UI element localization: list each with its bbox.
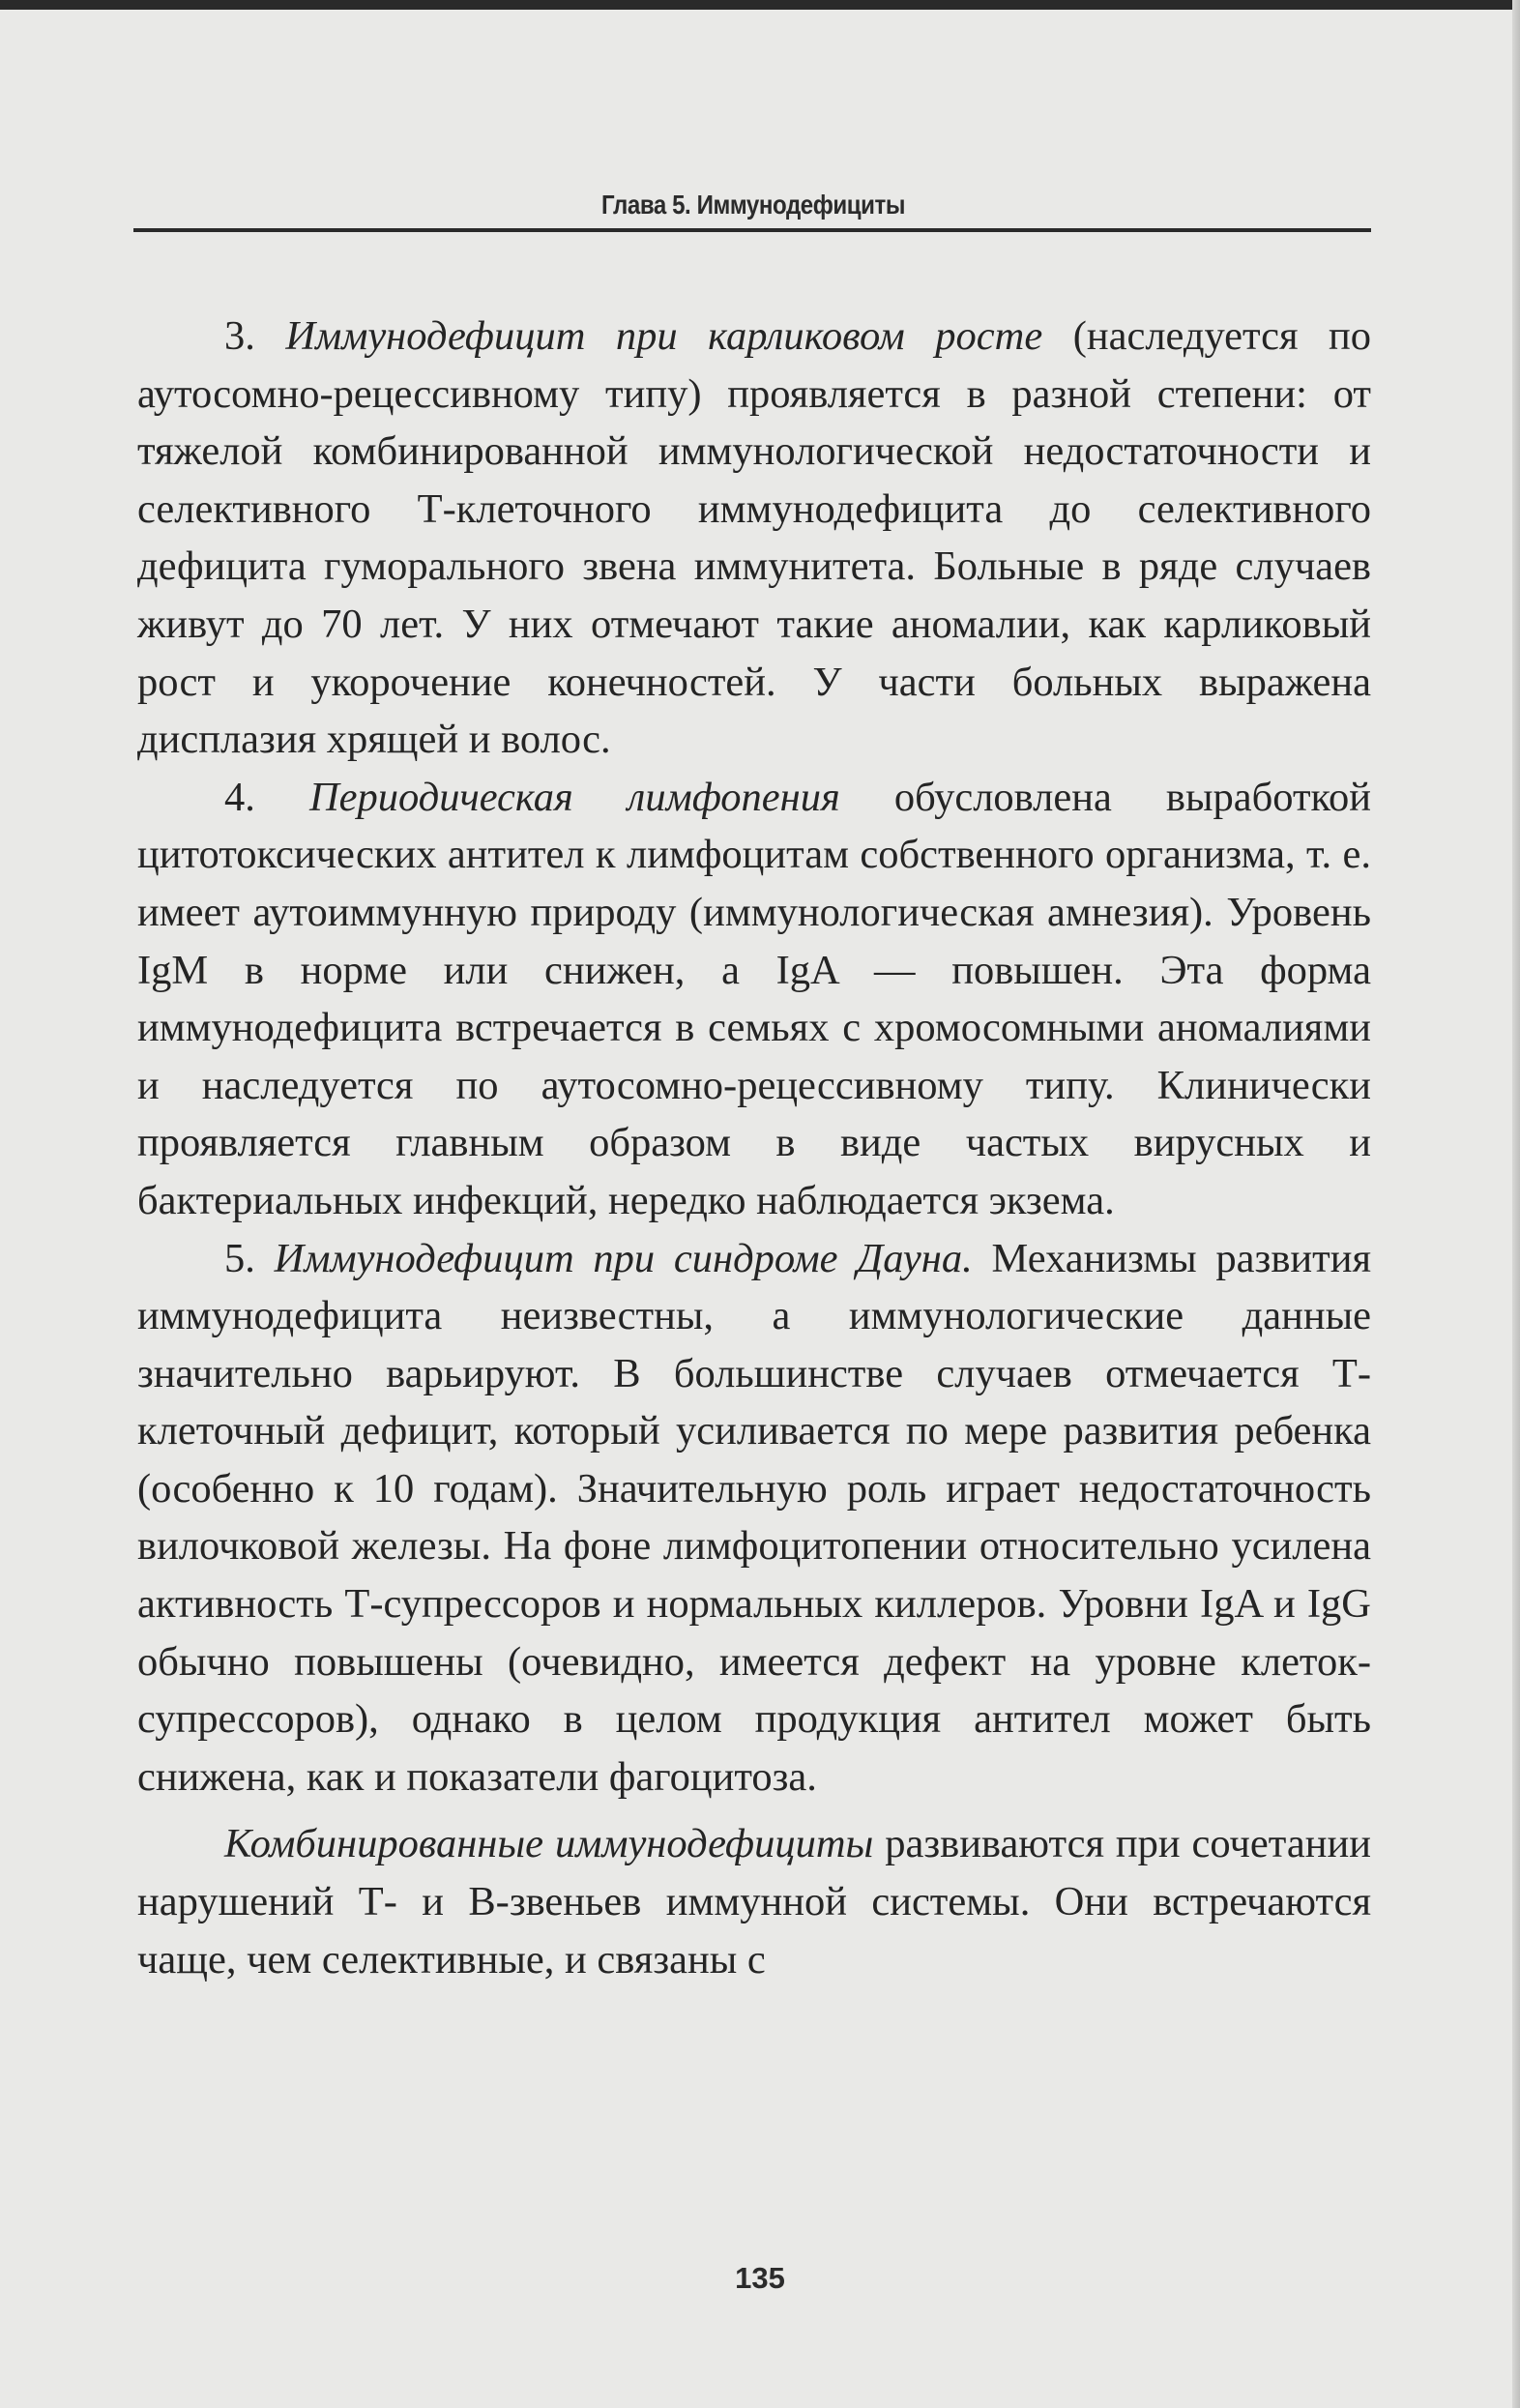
paragraph-5: [137, 1230, 1371, 1806]
paragraph-number: 4.: [224, 774, 255, 820]
paragraph-combined: [137, 1815, 1371, 1988]
body-text: [137, 308, 1371, 1988]
paragraph-term: Периодическая лимфопения: [308, 774, 840, 820]
paragraph-4: [137, 769, 1371, 1230]
header-rule: [133, 228, 1371, 232]
paragraph-term: Комбинированные иммунодефициты: [224, 1821, 874, 1867]
page-number: 135: [735, 2261, 785, 2295]
paragraph-body: (наследуется по аутосомно-рецессивному типу) проявляется в разной степени: от тяжелой комбинированной иммунологической недостаточности и селективного Т-клеточного иммунодефицита до селективного дефицита гуморального звена иммунитета. Больные в ряде случаев живут до 70 лет. У них отмечают такие аномалии, как карликовый рост и укорочение конечностей. У части больных выражена дисплазия хрящей и волос.: [137, 313, 1372, 763]
paragraph-3: [137, 308, 1371, 769]
paragraph-body: обусловлена выработкой цитотоксических антител к лимфоцитам собственного организма, т. е. имеет аутоиммунную природу (иммунологическая амнезия). Уровень IgM в норме или снижен, а IgA — повышен. Эта форма иммунодефицита встречается в семьях с хромосомными аномалиями и наследуется по аутосомно-рецессивному типу. Клинически проявляется главным образом в виде частых вирусных и бактериальных инфекций, нередко наблюдается экзема.: [137, 774, 1372, 1223]
paragraph-number: 3.: [224, 313, 255, 359]
running-header: Глава 5. Иммунодефициты: [600, 190, 906, 220]
paragraph-body: Механизмы развития иммунодефицита неизвестны, а иммунологические данные значительно варьируют. В большинстве случаев отмечается Т-клеточный дефицит, который усиливается по мере развития ребенка (особенно к 10 годам). Значительную роль играет недостаточность вилочковой железы. На фоне лимфоцитопении относительно усилена активность Т-супрессоров и нормальных киллеров. Уровни IgA и IgG обычно повышены (очевидно, имеется дефект на уровне клеток-супрессоров), однако в целом продукция антител может быть снижена, как и показатели фагоцитоза.: [137, 1235, 1372, 1800]
paragraph-term: Иммунодефицит при синдроме Дауна.: [274, 1235, 973, 1281]
paragraph-body: развиваются при сочетании нарушений Т- и В-звеньев иммунной системы. Они встречаются чаще, чем селективные, и связаны с: [137, 1821, 1371, 1982]
paragraph-number: 5.: [224, 1235, 255, 1281]
paragraph-term: Иммунодефицит при карликовом росте: [285, 313, 1043, 359]
